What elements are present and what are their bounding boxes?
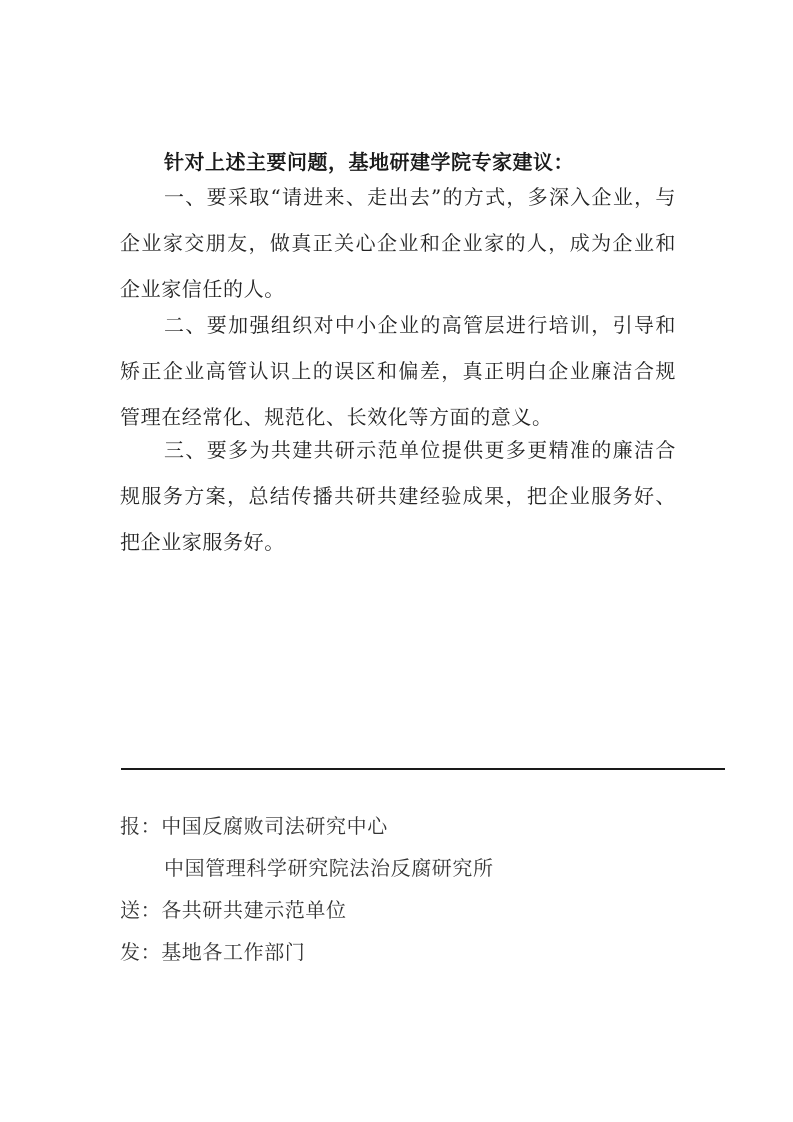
section-heading: 针对上述主要问题，基地研建学院专家建议：	[164, 150, 574, 174]
send-to-line	[120, 894, 347, 923]
report-to-line	[120, 810, 388, 839]
send-to-label: 送：	[120, 898, 162, 922]
report-to-recipient-1: 中国反腐败司法研究中心	[161, 814, 388, 838]
horizontal-divider	[121, 768, 725, 770]
suggestion-paragraph-3: 三、要多为共建共研示范单位提供更多更精准的廉洁合规服务方案，总结传播共研共建经验成果，把企业服务好、把企业家服务好。	[120, 438, 676, 554]
report-to-recipient-2: 中国管理科学研究院法治反腐研究所	[164, 856, 494, 880]
report-to-line-2	[164, 852, 494, 881]
issue-to-recipient: 基地各工作部门	[161, 940, 306, 964]
issue-to-line	[120, 936, 305, 965]
report-to-label: 报：	[120, 814, 162, 838]
suggestion-paragraph-1: 一、要采取“请进来、走出去”的方式，多深入企业，与企业家交朋友，做真正关心企业和企业家的人，成为企业和企业家信任的人。	[120, 185, 676, 301]
issue-to-label: 发：	[120, 940, 162, 964]
suggestion-paragraph-2: 二、要加强组织对中小企业的高管层进行培训，引导和矫正企业高管认识上的误区和偏差，真正明白企业廉洁合规管理在经常化、规范化、长效化等方面的意义。	[120, 313, 676, 429]
send-to-recipient: 各共研共建示范单位	[161, 898, 347, 922]
